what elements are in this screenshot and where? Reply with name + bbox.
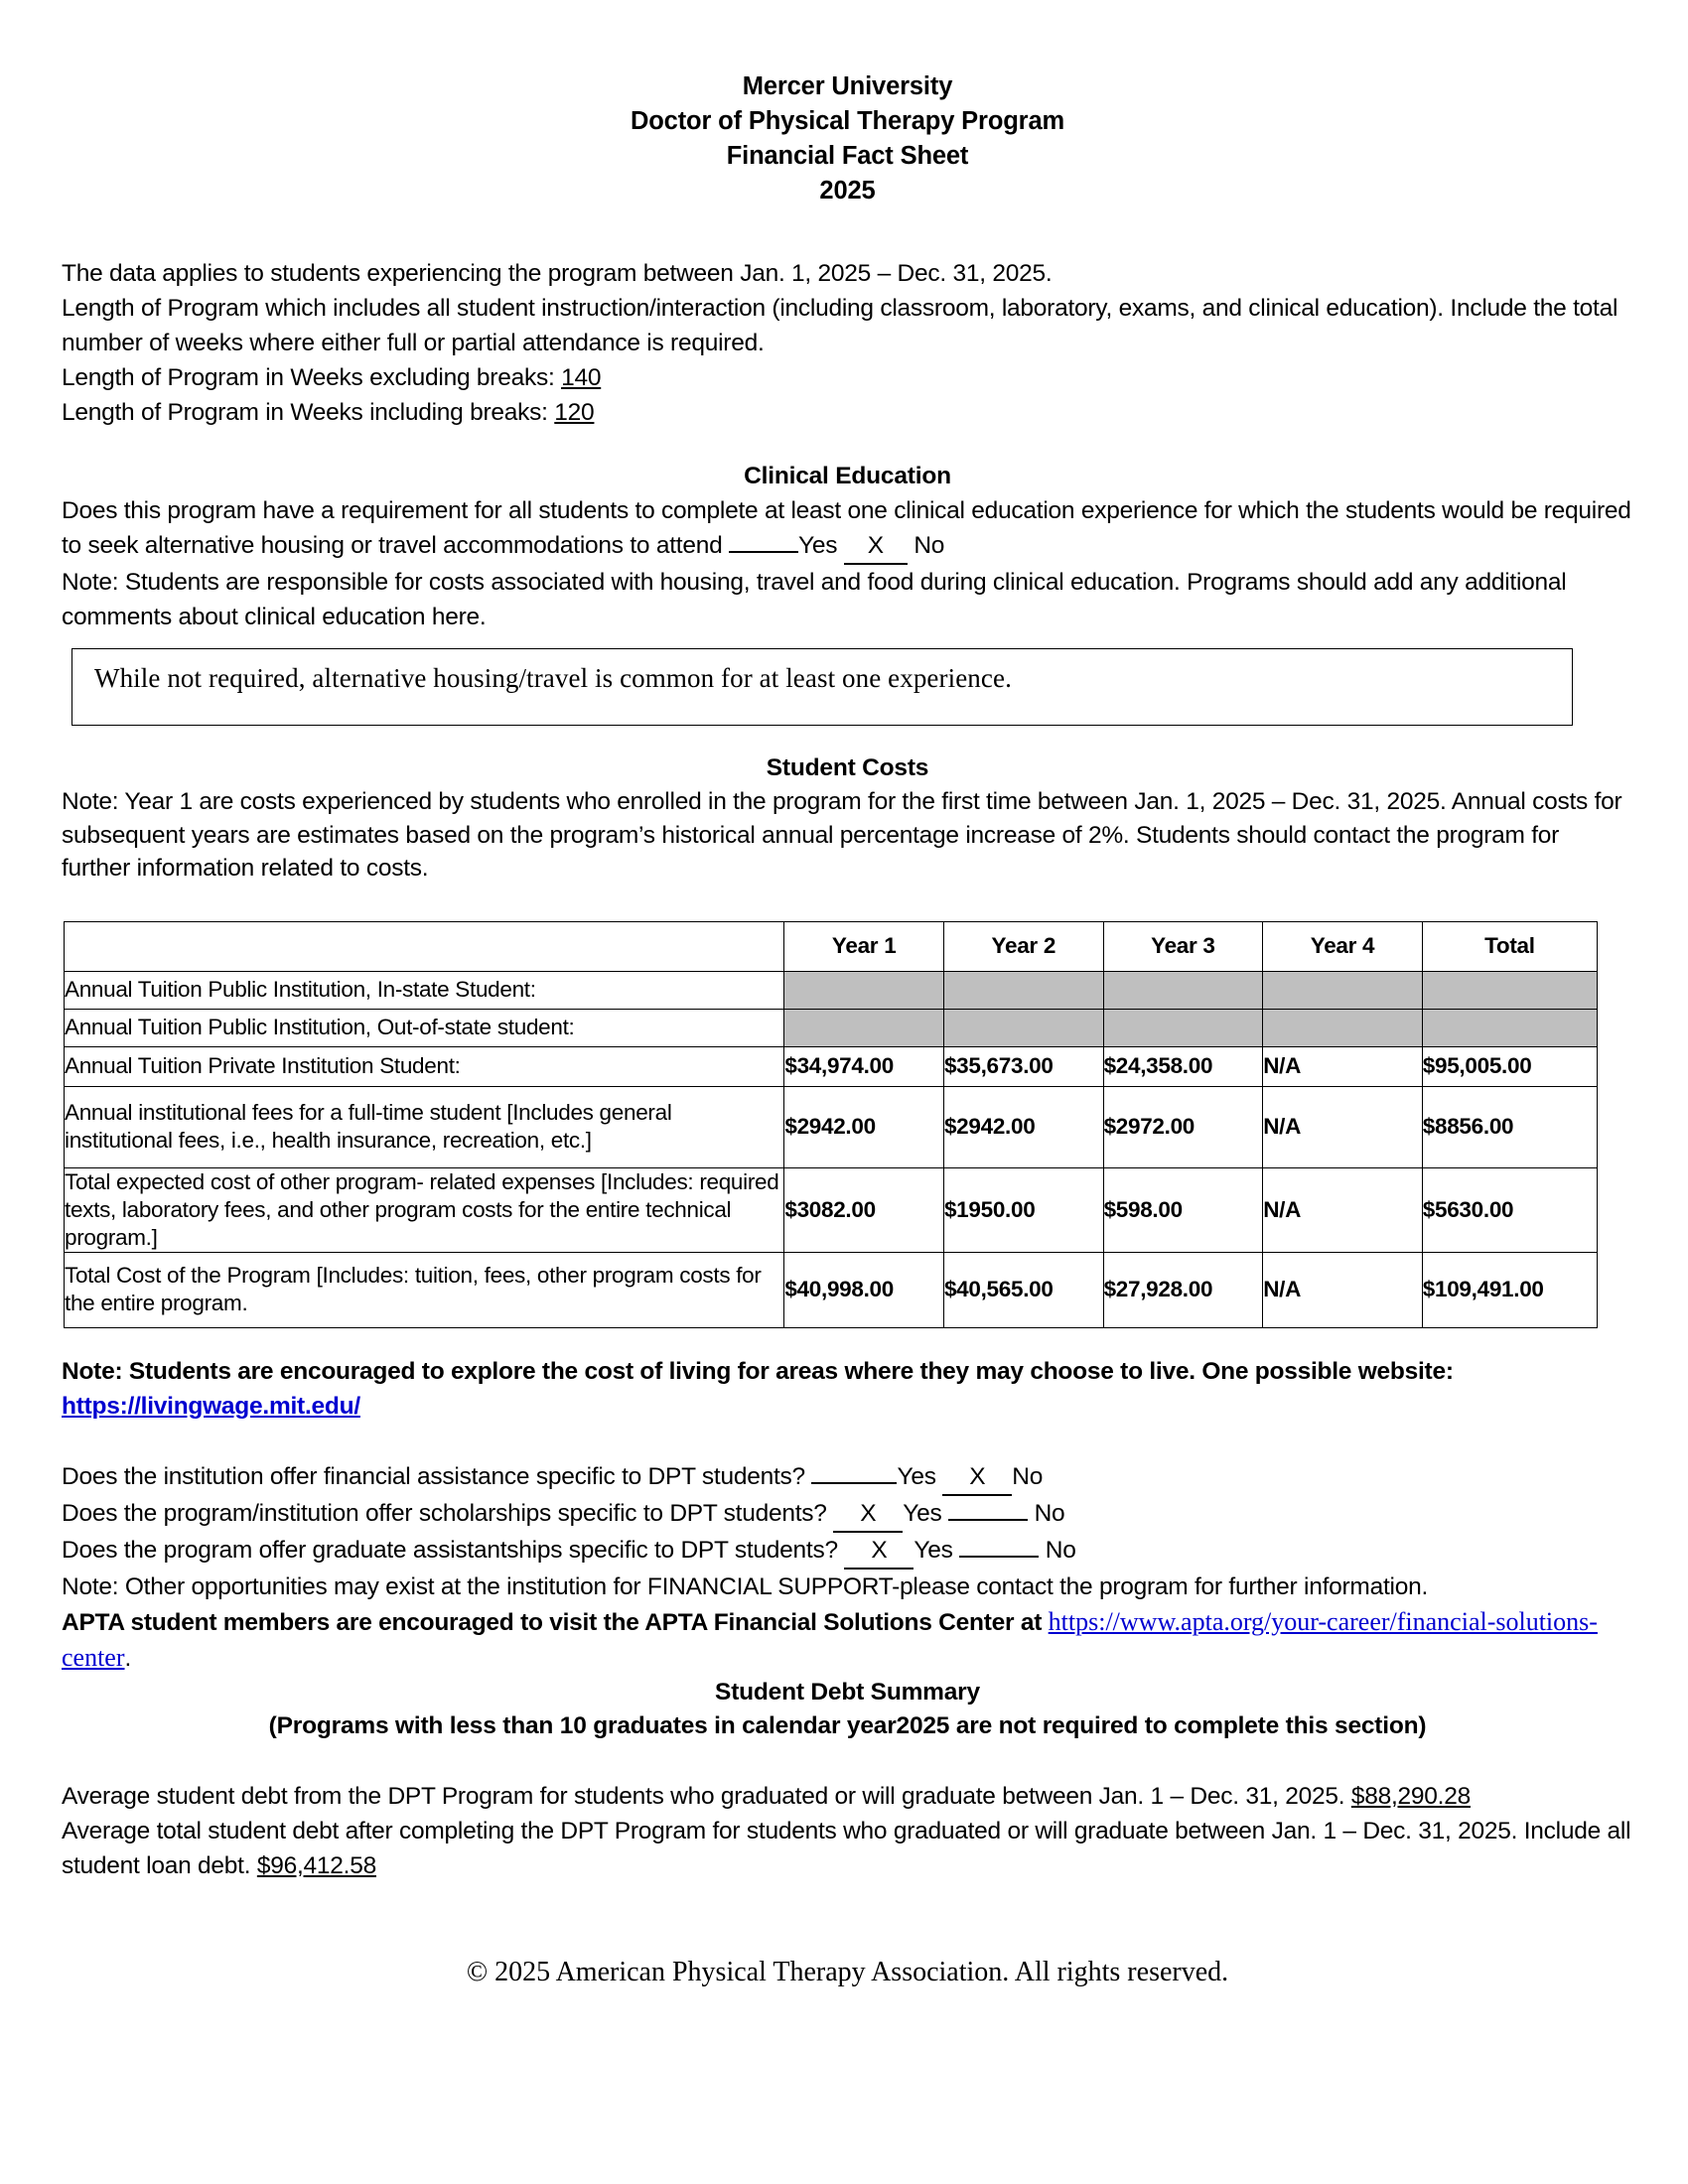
title-line-sheet: Financial Fact Sheet — [726, 142, 969, 170]
q3-no-label: No — [1045, 1536, 1076, 1564]
row-cell: $24,358.00 — [1103, 1046, 1263, 1086]
table-header-row — [65, 921, 1598, 971]
financial-assistance-question-3 — [62, 1533, 1633, 1570]
weeks-including-value: 120 — [554, 399, 595, 426]
column-header-year4: Year 4 — [1263, 921, 1423, 971]
row-cell: $8856.00 — [1422, 1086, 1597, 1167]
q3-no-blank[interactable] — [959, 1556, 1039, 1558]
column-header-total: Total — [1422, 921, 1597, 971]
row-cell — [943, 1009, 1103, 1046]
table-row — [65, 971, 1598, 1009]
apta-solutions-center-line — [62, 1604, 1633, 1676]
q2-yes-blank[interactable]: X — [833, 1496, 903, 1533]
q3-yes-blank[interactable]: X — [844, 1533, 914, 1570]
student-debt-heading: Student Debt Summary — [715, 1678, 980, 1706]
row-cell: $2942.00 — [784, 1086, 944, 1167]
row-cell: $109,491.00 — [1422, 1252, 1597, 1327]
row-cell: $27,928.00 — [1103, 1252, 1263, 1327]
row-cell — [1422, 1009, 1597, 1046]
clinical-no-blank[interactable]: X — [844, 528, 908, 565]
average-student-debt-line — [62, 1779, 1633, 1814]
question-text: Does the institution offer financial assistance specific to DPT students? — [62, 1462, 805, 1490]
weeks-excluding-label: Length of Program in Weeks excluding breaks: — [62, 364, 555, 391]
financial-assistance-question-1 — [62, 1459, 1633, 1496]
clinical-no-label: No — [914, 532, 945, 559]
student-costs-table — [64, 921, 1598, 1328]
row-cell: $40,998.00 — [784, 1252, 944, 1327]
row-cell: $34,974.00 — [784, 1046, 944, 1086]
question-text: Does the program/institution offer scholarships specific to DPT students? — [62, 1499, 827, 1527]
q1-yes-blank[interactable] — [811, 1482, 897, 1484]
financial-support-note: Note: Other opportunities may exist at the institution for FINANCIAL SUPPORT-please contact the program for further information. — [62, 1572, 1429, 1600]
intro-date-range: The data applies to students experiencing the program between Jan. 1, 2025 – Dec. 31, 2025. — [62, 260, 1053, 287]
clinical-education-question-text: Does this program have a requirement for all students to complete at least one clinical education experience for which the students would be required to seek alternative housing or travel accommodations to attend — [62, 497, 1631, 559]
average-total-debt-line — [62, 1814, 1633, 1883]
q2-no-label: No — [1034, 1499, 1065, 1527]
livingwage-link[interactable]: https://livingwage.mit.edu/ — [62, 1392, 360, 1420]
clinical-yes-blank[interactable] — [729, 551, 798, 553]
table-row — [65, 1252, 1598, 1327]
column-header-year2: Year 2 — [943, 921, 1103, 971]
clinical-education-comment-box — [71, 648, 1573, 726]
row-cell: $1950.00 — [943, 1167, 1103, 1252]
clinical-yes-label: Yes — [798, 532, 838, 559]
row-cell: N/A — [1263, 1167, 1423, 1252]
financial-assistance-question-2 — [62, 1496, 1633, 1533]
weeks-excluding-value: 140 — [561, 364, 602, 391]
title-line-university: Mercer University — [742, 72, 953, 100]
copyright-footer: © 2025 American Physical Therapy Association. All rights reserved. — [466, 1956, 1229, 1987]
row-cell: N/A — [1263, 1086, 1423, 1167]
row-cell — [1422, 971, 1597, 1009]
row-cell: $95,005.00 — [1422, 1046, 1597, 1086]
q2-yes-label: Yes — [903, 1499, 942, 1527]
clinical-education-question — [62, 493, 1633, 565]
clinical-education-heading: Clinical Education — [744, 463, 951, 489]
row-cell: $35,673.00 — [943, 1046, 1103, 1086]
column-header-year1: Year 1 — [784, 921, 944, 971]
q1-yes-label: Yes — [897, 1462, 936, 1490]
title-line-program: Doctor of Physical Therapy Program — [630, 107, 1065, 135]
row-cell — [1103, 1009, 1263, 1046]
apta-financial-solutions-link[interactable]: https://www.apta.org/your-career/financial-solutions-center — [62, 1606, 1598, 1672]
row-cell: $598.00 — [1103, 1167, 1263, 1252]
row-cell: N/A — [1263, 1046, 1423, 1086]
q1-no-blank[interactable]: X — [942, 1459, 1012, 1496]
row-label: Annual Tuition Public Institution, Out-of-state student: — [65, 1009, 784, 1046]
row-cell — [1263, 971, 1423, 1009]
row-label: Annual Tuition Public Institution, In-state Student: — [65, 971, 784, 1009]
clinical-education-note: Note: Students are responsible for costs associated with housing, travel and food during clinical education. Programs should add any additional comments about clinical education here. — [62, 569, 1567, 630]
row-cell: $3082.00 — [784, 1167, 944, 1252]
table-row — [65, 1046, 1598, 1086]
column-header-blank — [65, 921, 784, 971]
weeks-including-breaks — [62, 395, 1633, 430]
cost-of-living-link-wrap — [62, 1389, 1633, 1424]
title-line-year: 2025 — [819, 177, 876, 205]
cost-of-living-note: Note: Students are encouraged to explore the cost of living for areas where they may choose to live. One possible website: — [62, 1357, 1454, 1385]
row-cell: $5630.00 — [1422, 1167, 1597, 1252]
row-cell — [1103, 971, 1263, 1009]
apta-solutions-center-text: APTA student members are encouraged to visit the APTA Financial Solutions Center at — [62, 1608, 1043, 1636]
table-row — [65, 1009, 1598, 1046]
weeks-excluding-breaks — [62, 360, 1633, 395]
q3-yes-label: Yes — [914, 1536, 953, 1564]
row-label: Total expected cost of other program- related expenses [Includes: required texts, laboratory fees, and other program costs for the entire technical program.] — [65, 1167, 784, 1252]
row-label: Annual institutional fees for a full-time student [Includes general institutional fees, i.e., health insurance, recreation, etc.] — [65, 1086, 784, 1167]
apta-period: . — [124, 1644, 132, 1672]
row-cell: $2972.00 — [1103, 1086, 1263, 1167]
average-student-debt-text: Average student debt from the DPT Program for students who graduated or will graduate between Jan. 1 – Dec. 31, 2025. — [62, 1782, 1345, 1810]
intro-length-description: Length of Program which includes all student instruction/interaction (including classroom, laboratory, exams, and clinical education). Include the total number of weeks where either full or partial attendance is required. — [62, 295, 1618, 356]
q2-no-blank[interactable] — [948, 1519, 1028, 1521]
student-costs-note: Note: Year 1 are costs experienced by students who enrolled in the program for the first time between Jan. 1, 2025 – Dec. 31, 2025. Annual costs for subsequent years are estimates based on the program’s historical annual percentage increase of 2%. Students should contact the program for further information related to costs. — [62, 788, 1622, 882]
average-total-debt-value: $96,412.58 — [256, 1851, 376, 1879]
clinical-education-comment: While not required, alternative housing/travel is common for at least one experience. — [94, 663, 1012, 693]
average-total-debt-text: Average total student debt after completing the DPT Program for students who graduated or will graduate between Jan. 1 – Dec. 31, 2025. Include all student loan debt. — [62, 1817, 1631, 1879]
row-cell: $2942.00 — [943, 1086, 1103, 1167]
page-title — [62, 69, 1633, 208]
student-costs-heading: Student Costs — [766, 754, 929, 781]
row-label: Total Cost of the Program [Includes: tuition, fees, other program costs for the entire program. — [65, 1252, 784, 1327]
row-cell: N/A — [1263, 1252, 1423, 1327]
column-header-year3: Year 3 — [1103, 921, 1263, 971]
q1-no-label: No — [1012, 1462, 1044, 1490]
row-cell — [784, 1009, 944, 1046]
average-student-debt-value: $88,290.28 — [1350, 1782, 1471, 1810]
row-cell — [1263, 1009, 1423, 1046]
student-debt-subheading: (Programs with less than 10 graduates in calendar year2025 are not required to complete this section) — [268, 1711, 1427, 1739]
question-text: Does the program offer graduate assistantships specific to DPT students? — [62, 1536, 838, 1564]
row-cell — [784, 971, 944, 1009]
row-cell — [943, 971, 1103, 1009]
row-label: Annual Tuition Private Institution Student: — [65, 1046, 784, 1086]
table-row — [65, 1167, 1598, 1252]
row-cell: $40,565.00 — [943, 1252, 1103, 1327]
table-row — [65, 1086, 1598, 1167]
weeks-including-label: Length of Program in Weeks including breaks: — [62, 399, 548, 426]
